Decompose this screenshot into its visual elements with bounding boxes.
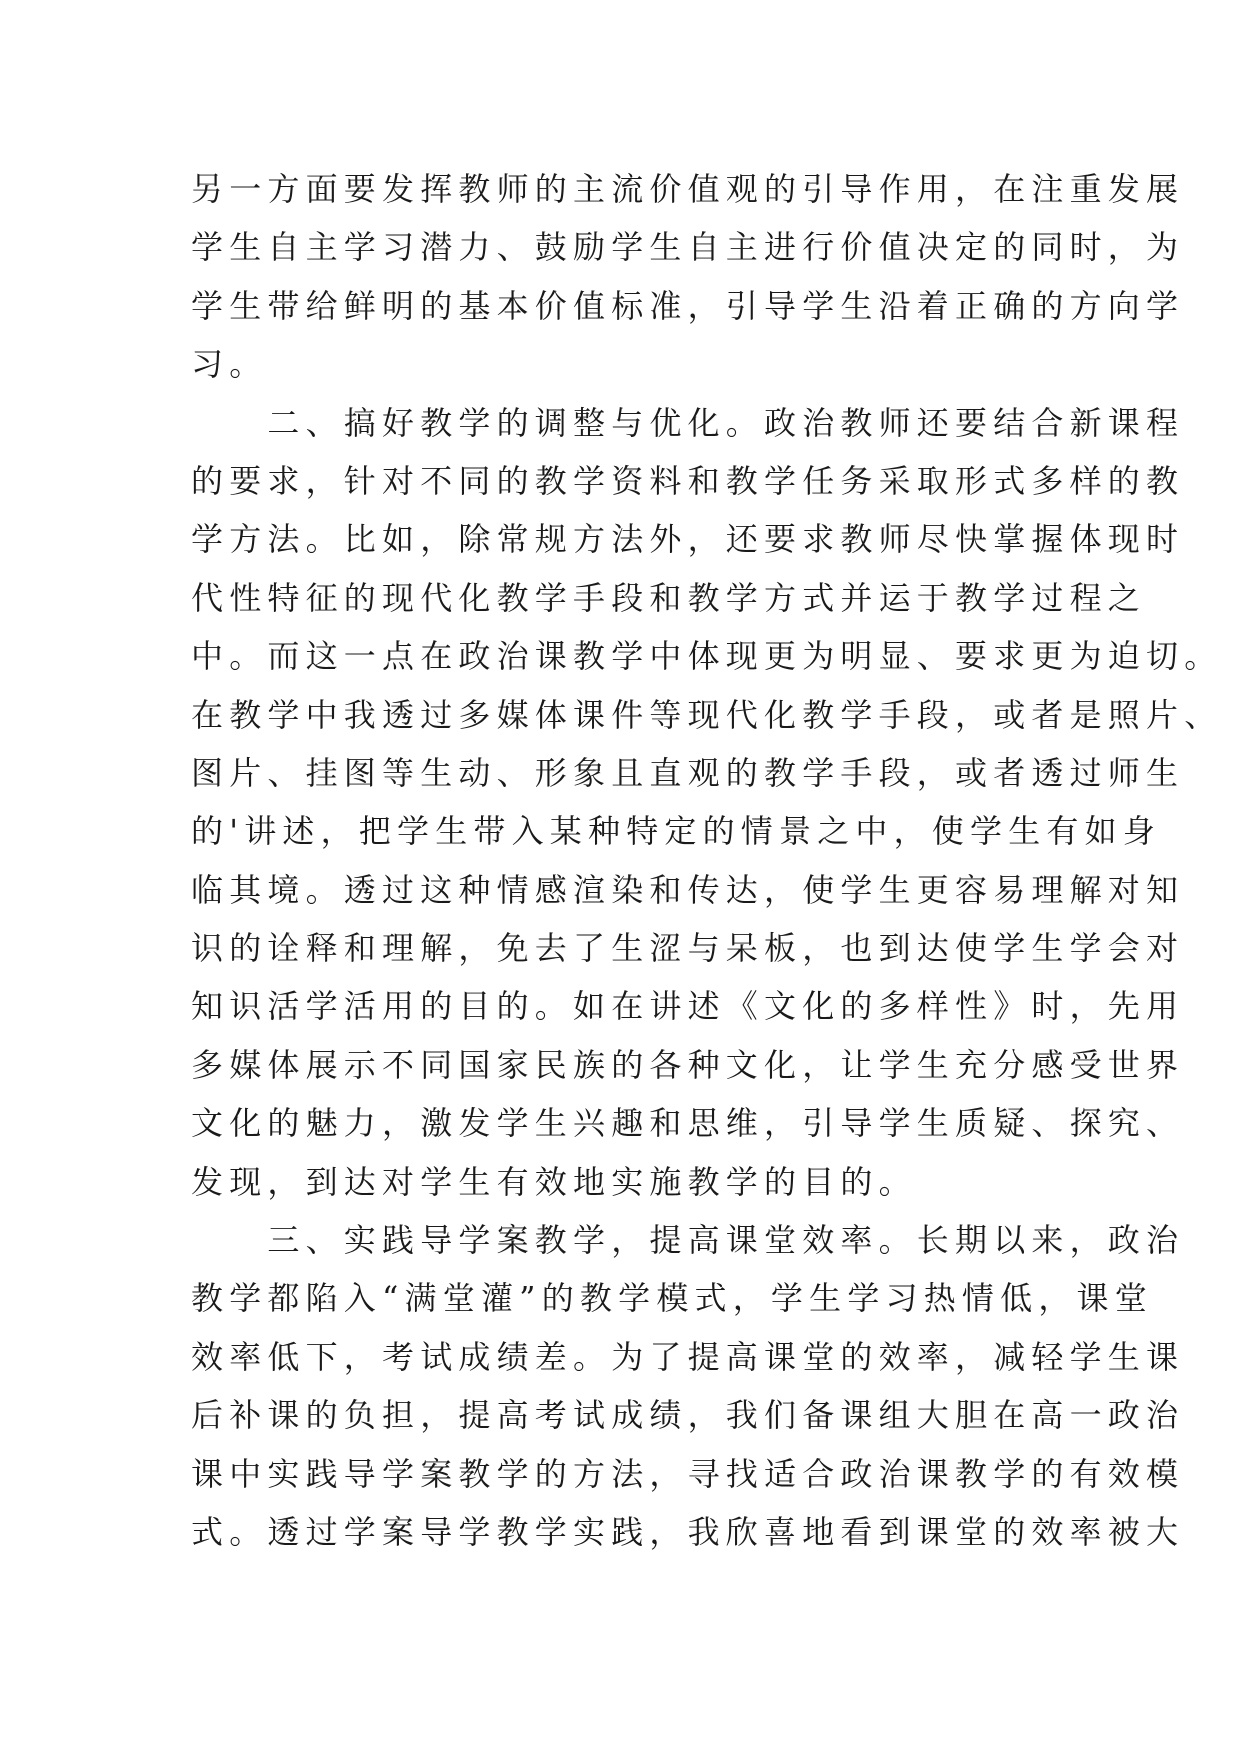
- text-line: 三、实践导学案教学，提高课堂效率。长期以来，政治: [191, 1221, 1185, 1260]
- text-line: 代性特征的现代化教学手段和教学方式并运于教学过程之: [191, 578, 1147, 617]
- text-line: 另一方面要发挥教师的主流价值观的引导作用，在注重发展: [191, 170, 1185, 208]
- text-line: 识的诠释和理解，免去了生涩与呆板，也到达使学生学会对: [191, 929, 1185, 968]
- text-line: 的'讲述，把学生带入某种特定的情景之中，使学生有如身: [191, 812, 1161, 851]
- text-line: 学方法。比如，除常规方法外，还要求教师尽快掌握体现时: [191, 520, 1185, 559]
- text-line: 二、搞好教学的调整与优化。政治教师还要结合新课程: [191, 403, 1185, 442]
- text-line: 后补课的负担，提高考试成绩，我们备课组大胆在高一政治: [191, 1396, 1185, 1435]
- text-line: 文化的魅力，激发学生兴趣和思维，引导学生质疑、探究、: [191, 1104, 1185, 1143]
- text-line: 教学都陷入“满堂灌”的教学模式，学生学习热情低，课堂: [191, 1279, 1153, 1318]
- document-body: [191, 160, 1223, 1561]
- text-line: 多媒体展示不同国家民族的各种文化，让学生充分感受世界: [191, 1045, 1185, 1084]
- text-line: 效率低下，考试成绩差。为了提高课堂的效率，减轻学生课: [191, 1337, 1185, 1376]
- text-line: 中。而这一点在政治课教学中体现更为明显、要求更为迫切。: [191, 637, 1223, 676]
- text-line: 知识活学活用的目的。如在讲述《文化的多样性》时，先用: [191, 987, 1185, 1026]
- text-line: 发现，到达对学生有效地实施教学的目的。: [191, 1162, 917, 1201]
- text-line: 式。透过学案导学教学实践，我欣喜地看到课堂的效率被大: [191, 1512, 1185, 1551]
- text-line: 课中实践导学案教学的方法，寻找适合政治课教学的有效模: [191, 1454, 1185, 1493]
- text-line: 学生自主学习潜力、鼓励学生自主进行价值决定的同时，为: [191, 228, 1185, 267]
- text-line: 的要求，针对不同的教学资料和教学任务采取形式多样的教: [191, 461, 1185, 500]
- text-line: 学生带给鲜明的基本价值标准，引导学生沿着正确的方向学: [191, 286, 1185, 325]
- text-line: 习。: [191, 345, 268, 384]
- text-line: 在教学中我透过多媒体课件等现代化教学手段，或者是照片、: [191, 695, 1223, 734]
- text-line: 临其境。透过这种情感渲染和传达，使学生更容易理解对知: [191, 870, 1185, 909]
- text-line: 图片、挂图等生动、形象且直观的教学手段，或者透过师生: [191, 753, 1185, 792]
